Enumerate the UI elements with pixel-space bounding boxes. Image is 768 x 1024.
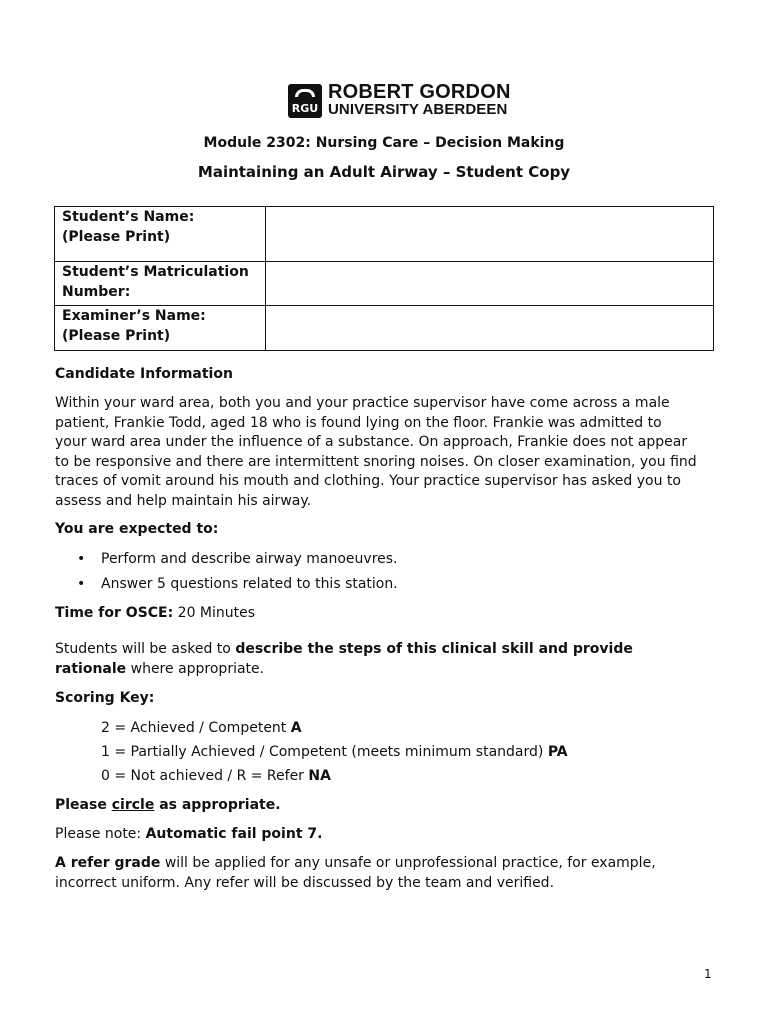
- paragraph-line: to be responsive and there are intermittent snoring noises. On closer examination, you find: [55, 453, 697, 470]
- paragraph-line: [55, 640, 715, 660]
- label-line: Student’s Name:: [62, 209, 195, 225]
- list-item: • Answer 5 questions related to this station.: [55, 573, 398, 598]
- paragraph-line: assess and help maintain his airway.: [55, 492, 312, 509]
- text-span: Automatic fail point 7.: [145, 826, 323, 842]
- text-span: describe the steps of this clinical skill and provide: [235, 641, 633, 657]
- text-span: 0 = Not achieved / R = Refer: [101, 768, 309, 784]
- scoring-item: [101, 718, 302, 738]
- text-span: 2 = Achieved / Competent: [101, 720, 291, 736]
- table-row: [55, 207, 714, 262]
- text-span: Please: [55, 797, 112, 813]
- paragraph-line: Within your ward area, both you and your practice supervisor have come across a male: [55, 395, 670, 411]
- text-span: where appropriate.: [126, 660, 265, 677]
- osce-time-label: Time for OSCE:: [55, 605, 174, 621]
- osce-time: [55, 604, 715, 624]
- text-span: 1 = Partially Achieved / Competent (meets minimum standard): [101, 744, 548, 760]
- student-name-field[interactable]: [266, 207, 714, 262]
- label-line: Student’s Matriculation: [62, 264, 249, 280]
- osce-time-value: 20 Minutes: [173, 605, 256, 621]
- paragraph-line: [55, 660, 715, 680]
- scoring-item: [101, 766, 331, 786]
- paragraph-line: incorrect uniform. Any refer will be discussed by the team and verified.: [55, 874, 555, 891]
- expected-heading: You are expected to:: [55, 521, 219, 537]
- candidate-info-paragraph: [55, 394, 715, 511]
- module-title: Module 2302: Nursing Care – Decision Making: [203, 135, 565, 151]
- document-title: Maintaining an Adult Airway – Student Copy: [197, 163, 571, 181]
- paragraph-line: traces of vomit around his mouth and clothing. Your practice supervisor has asked you to: [55, 473, 681, 489]
- score-code: A: [290, 720, 302, 736]
- student-name-label: [55, 207, 266, 262]
- label-line: (Please Print): [62, 229, 171, 245]
- logo-line-1: ROBERT GORDON: [328, 81, 511, 103]
- text-span: as appropriate.: [154, 797, 281, 813]
- paragraph-line: [55, 854, 715, 874]
- table-row: [55, 262, 714, 306]
- logo-line-2: UNIVERSITY ABERDEEN: [328, 101, 508, 118]
- text-span: circle: [111, 797, 155, 813]
- label-line: Examiner’s Name:: [62, 308, 206, 324]
- rgu-crest-icon: RGU: [288, 84, 322, 118]
- expected-list: [55, 548, 398, 598]
- paragraph-line: patient, Frankie Todd, aged 18 who is found lying on the floor. Frankie was admitted to: [55, 414, 662, 431]
- page-number: 1: [704, 967, 712, 981]
- text-span: Please note:: [55, 826, 146, 842]
- text-span: A refer grade: [55, 855, 161, 871]
- score-code: PA: [547, 744, 568, 760]
- text-span: Students will be asked to: [55, 641, 236, 657]
- matriculation-number-field[interactable]: [266, 262, 714, 306]
- label-line: Number:: [62, 284, 131, 300]
- circle-instruction: [55, 796, 715, 816]
- list-item: • Perform and describe airway manoeuvres.: [55, 548, 398, 573]
- examiner-name-field[interactable]: [266, 306, 714, 351]
- logo-wordmark: [328, 81, 511, 118]
- text-span: will be applied for any unsafe or unprofessional practice, for example,: [160, 855, 656, 871]
- university-logo: [288, 81, 511, 118]
- refer-grade-paragraph: [55, 854, 715, 893]
- describe-instruction: [55, 640, 715, 679]
- label-line: (Please Print): [62, 328, 171, 344]
- student-info-table: [54, 206, 714, 351]
- candidate-info-heading: Candidate Information: [55, 366, 233, 382]
- scoring-key-heading: Scoring Key:: [55, 690, 155, 706]
- paragraph-line: your ward area under the influence of a substance. On approach, Frankie does not appear: [55, 434, 688, 450]
- score-code: NA: [308, 768, 331, 784]
- examiner-name-label: [55, 306, 266, 351]
- text-span: rationale: [55, 660, 127, 677]
- matriculation-number-label: [55, 262, 266, 306]
- automatic-fail-note: [55, 825, 715, 845]
- scoring-item: [101, 742, 568, 762]
- table-row: [55, 306, 714, 351]
